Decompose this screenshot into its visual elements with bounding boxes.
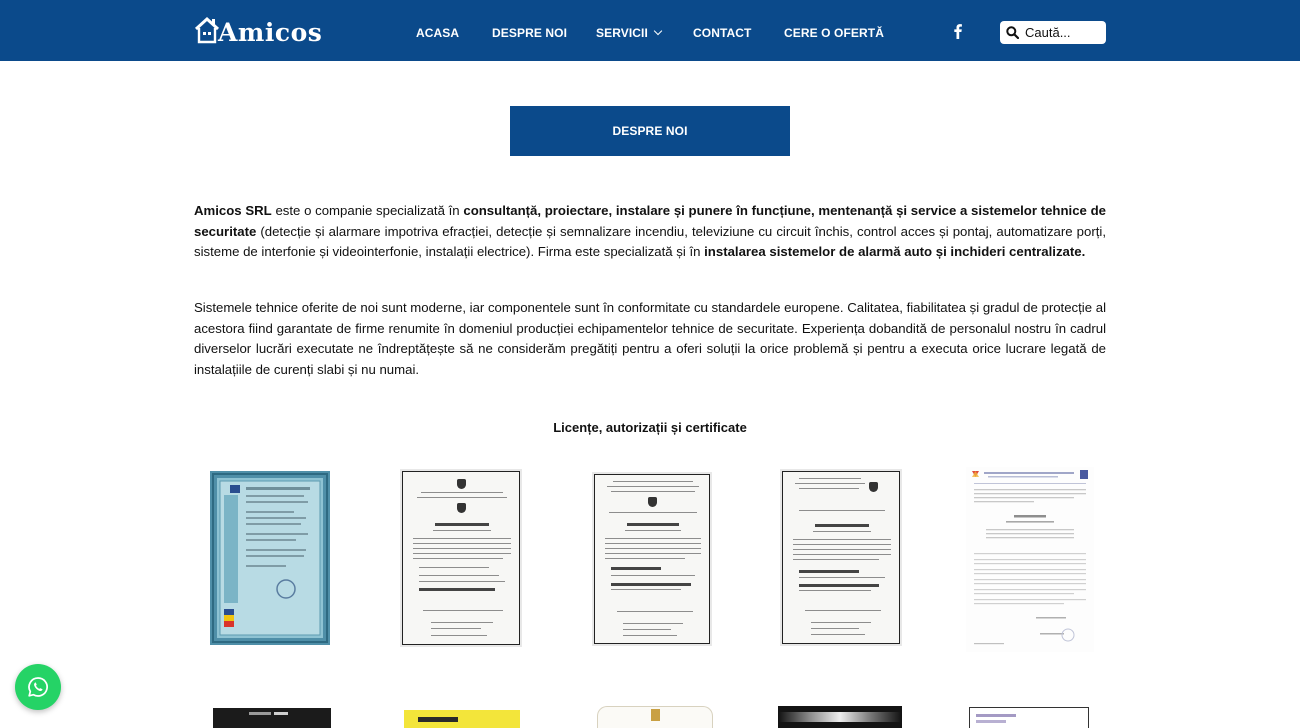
crest-graphic (457, 503, 466, 513)
doc-line (799, 488, 859, 489)
site-header (0, 0, 1300, 61)
doc-line (413, 543, 511, 544)
doc-line (623, 629, 671, 630)
doc-line (611, 589, 681, 590)
nav-item-servicii[interactable] (596, 26, 661, 40)
certificate-framed-image[interactable] (969, 707, 1089, 728)
search-box[interactable] (1000, 21, 1106, 44)
ajax-logo-mark (274, 712, 288, 715)
doc-line (623, 635, 677, 636)
crest-graphic (869, 482, 878, 492)
doc-line (605, 548, 701, 549)
chevron-down-icon (654, 27, 662, 35)
doc-title-line (627, 523, 679, 526)
facebook-icon[interactable] (952, 23, 964, 39)
doc-line (793, 554, 891, 555)
doc-line (413, 553, 511, 554)
crest-graphic (651, 709, 660, 721)
intro-text-1: este o companie specializată în (271, 203, 464, 218)
doc-line (611, 575, 695, 576)
doc-line (419, 567, 489, 568)
doc-line (623, 623, 683, 624)
doc-line (609, 512, 697, 513)
doc-line (419, 575, 499, 576)
doc-line (413, 558, 503, 559)
intro-auto-bold: instalarea sistemelor de alarmă auto și inchideri centralizate. (704, 244, 1086, 260)
doc-line (976, 714, 1016, 717)
doc-title-line (419, 588, 495, 591)
whatsapp-icon (27, 676, 49, 698)
doc-line (799, 510, 885, 511)
ajax-logo-mark (249, 712, 271, 715)
doc-line (419, 581, 505, 582)
certificates-heading: Licențe, autorizații și certificate (553, 420, 747, 435)
doc-line (421, 492, 503, 493)
security-banner-graphic (778, 712, 902, 722)
doc-line (413, 538, 511, 539)
crest-graphic (648, 497, 657, 507)
doc-line (813, 531, 871, 532)
doc-line (423, 610, 503, 611)
doc-line (793, 539, 891, 540)
doc-line (811, 628, 859, 629)
whatsapp-button[interactable] (15, 664, 61, 710)
doc-line (793, 544, 891, 545)
doc-line (417, 497, 507, 498)
certificate-diploma-image[interactable] (597, 706, 713, 728)
doc-title-line (611, 567, 661, 570)
doc-title-line (799, 570, 859, 573)
search-input[interactable] (1025, 25, 1105, 40)
doc-line (799, 577, 885, 578)
atestat-document-graphic (966, 467, 1094, 652)
intro-paragraph (194, 201, 1106, 263)
doc-line (605, 553, 701, 554)
doc-title-line (799, 584, 879, 587)
doc-line (431, 628, 481, 629)
doc-line (805, 610, 881, 611)
intro-services-bold: consultanță, proiectare, instalare și punere în funcțiune, mentenanță și service a sistemelor tehnice de securitate (194, 203, 1106, 239)
certificate-autorizatie-2-image[interactable] (594, 474, 710, 644)
doc-line (799, 478, 861, 479)
page-title: DESPRE NOI (510, 106, 790, 156)
doc-title-line (435, 523, 489, 526)
logo-text: Amicos (218, 17, 323, 47)
doc-line (976, 720, 1006, 723)
doc-line (811, 622, 871, 623)
company-name: Amicos SRL (194, 203, 272, 218)
crest-graphic (457, 479, 466, 489)
doc-line (617, 611, 693, 612)
doc-line (793, 549, 891, 550)
doc-line (431, 622, 493, 623)
doc-line (625, 530, 681, 531)
doc-line (605, 543, 701, 544)
systems-paragraph: Sistemele tehnice oferite de noi sunt moderne, iar componentele sunt în conformitate cu standardele europene. Calitatea, fiabilitatea și gradul de protecție al acestora fiind garantate de firme renumite în domeniul producției echipamentelor tehnice de securitate. Experiența dobandită de personalul nostru în cadrul diverselor lucrări executate ne îndreptățește să ne considerăm pregătiți pentru a oferi soluții la orice problemă și pentru a executa orice lucrare legată de instalațiile de curenți slabi și nu numai. (194, 300, 1106, 377)
certificate-security-dark-image[interactable] (778, 706, 902, 728)
nav-item-cere-oferta[interactable]: CERE O OFERTĂ (784, 26, 884, 40)
license-document-graphic (210, 471, 330, 645)
certificate-autorizatie-3-image[interactable] (782, 471, 900, 644)
certificate-license-image[interactable] (210, 471, 330, 645)
search-icon[interactable] (1006, 26, 1019, 39)
doc-line (795, 483, 865, 484)
doc-title-line (815, 524, 869, 527)
certificate-yellow-image[interactable] (404, 710, 520, 728)
doc-line (431, 635, 487, 636)
doc-line (433, 530, 491, 531)
nav-item-servicii-label: SERVICII (596, 26, 648, 40)
certificate-ajax-image[interactable] (213, 708, 331, 728)
intro-text-2: (detecție și alarmare impotriva efracției, detecție și semnalizare incendiu, televiziune cu circuit închis, control acces și pontaj, automatizare porți, sisteme de interfonie și videointerfonie, instalații electrice). Firma este specializată și în (194, 223, 1106, 260)
doc-line (793, 559, 879, 560)
certificate-atestatul-image[interactable] (966, 467, 1094, 652)
doc-line (811, 634, 865, 635)
doc-line (799, 590, 871, 591)
certificat-heading-mark (418, 717, 458, 722)
doc-line (605, 558, 685, 559)
doc-title-line (611, 583, 691, 586)
nav-item-acasa[interactable]: ACASA (416, 26, 460, 40)
nav-item-contact[interactable]: CONTACT (693, 26, 752, 40)
doc-line (413, 548, 511, 549)
doc-line (611, 491, 695, 492)
doc-line (607, 486, 699, 487)
certificate-autorizatie-1-image[interactable] (402, 471, 520, 645)
nav-item-despre-noi[interactable]: DESPRE NOI (492, 26, 568, 40)
doc-line (613, 481, 693, 482)
doc-line (605, 538, 701, 539)
